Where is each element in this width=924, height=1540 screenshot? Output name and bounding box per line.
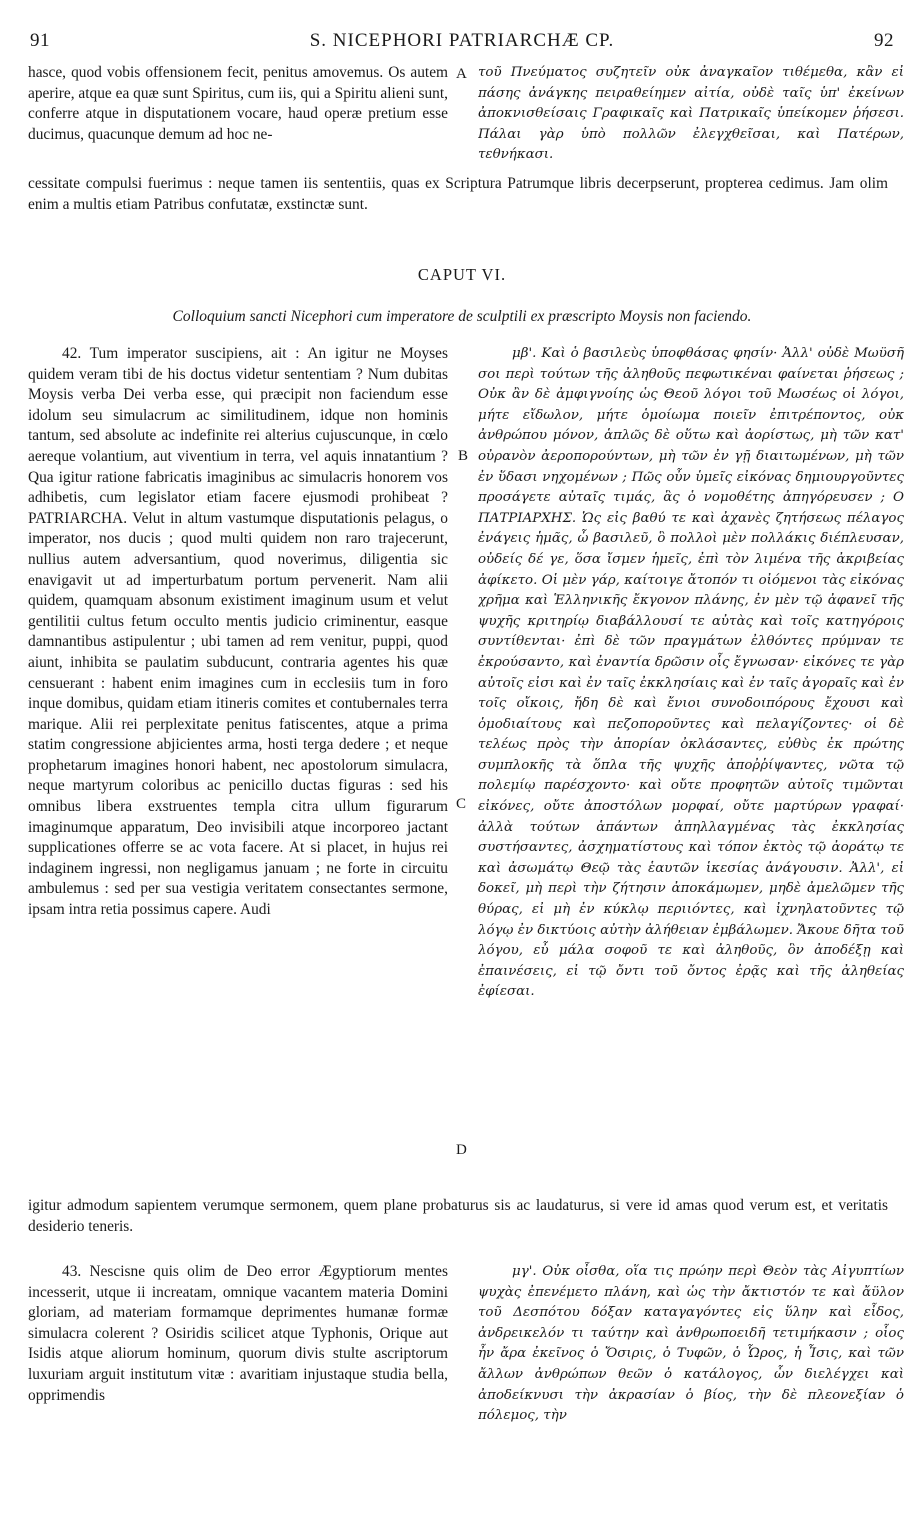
full-width-text-42: igitur admodum sapientem verumque sermonem, quem plane probaturus sis ac laudaturus, si vere id amas quod verum est, et veritatis desiderio teneris. <box>28 1197 888 1235</box>
running-header <box>30 30 894 56</box>
full-width-text-top: cessitate compulsi fuerimus : neque tamen iis sententiis, quas ex Scriptura Patrumque libris decerpserunt, propterea cedimus. Jam olim enim a multis etiam Patribus confutatæ, exstinctæ sunt. <box>28 175 888 213</box>
margin-letter-a: A <box>456 66 467 82</box>
page-number-left: 91 <box>30 30 50 51</box>
page-number-right: 92 <box>874 30 894 51</box>
chapter-title: CAPUT VI. <box>417 265 507 284</box>
latin-paragraph-42: 42. Tum imperator suscipiens, ait : An igitur ne Moyses quidem veram tibi de his doctus videtur sententiam ? Num dubitas Moysis verba Dei verba esse, qui præcipit non faciendum esse idolum seu simulacrum ac similitudinem, idque non hominis tantum, sed absolute ac indefinite rei alterius cujuscunque, in cœlo aereque volantium, aut viventium in terra, vel aquis innatantium ? Qua igitur ratione fabricatis imaginibus ac simulacris honorem vos adhibetis, cum legislator etiam facere ejusmodi prohibeat ? PATRIARCHA. Velut in altum vastumque disputationis pelagus, o imperator, nos ducis ; quod multi quidem non raro trajecerunt, nullius autem adversantium, quod noverimus, diligentia sic enavigavit ut ad imperturbatum portum pervenerit. Nam alii quidem, quamquam absonum existiment imaginum usum et velut gentilitii cultus fetum occulto mentis judicio criminentur, easque damnantibus astipulentur ; ubi tamen ad rem venitur, puppi, quod aiunt, inhibita se paulatim subducunt, contraria agentes his quæ censuerant : habent enim imagines cum in ecclesiis tum in foro inque domibus, quidam etiam itineris comites et contubernales terra marique. Alii rei perplexitate penitus fatiscentes, atque a prima statim congressione abjicientes arma, hosti terga dedere ; et neque prophetarum imagines honori habent, nec apostolorum simulacra, neque martyrum coloribus ac penicillo ductas figuras : sed his omnibus libera exstruentes templa citra ullum figurarum imaginumque apparatum, Deo invisibili atque incorporeo jactant supplicationes offerre se ac vota facere. At si placet, in hujus rei indaginem ingressi, non negligamus januam ; ne forte in circuitu ambulemus : sed per sua vestigia veritatem consectantes sermone, ipsam intra retia possimus capere. Audi <box>28 345 448 919</box>
greek-text-top: τοῦ Πνεύματος συζητεῖν οὐκ ἀναγκαῖον τιθέμεθα, κἂν εἰ πάσης ἀνάγκης πειραθείημεν αἰτία, οὐδὲ ταῖς ὑπ' ἐκείνων ἀποκνισθείσαις Γραφικαῖς καὶ Πατρικαῖς ὑπείκομεν ῥήσεσι. Πάλαι γὰρ ὑπὸ πολλῶν ἐλεγχθεῖσαι, καὶ Πατέρων, τεθνήκασι. <box>478 65 904 163</box>
latin-text-top: hasce, quod vobis offensionem fecit, penitus amovemus. Os autem aperire, atque ea quæ sunt Spiritus, cum iis, qui a Spiritu alieni sunt, conferre atque in disputationem vocare, haud operæ pretium esse ducimus, quacunque demum ad hoc ne- <box>28 64 448 143</box>
latin-column-top <box>28 63 448 171</box>
greek-column-42 <box>478 344 904 1268</box>
greek-paragraph-42: μβ'. Καὶ ὁ βασιλεὺς ὑποφθάσας φησίν· Ἀλλ' οὐδὲ Μωϋσῆ σοι περὶ τούτων τῆς ἀληθοῦς πεφωτικέναι φαίνεται ῥήσεως ; Οὐκ ἂν δὲ ἀμφιγνοίης ὡς Θεοῦ λόγοι τοῦ Μωσέως οἱ λόγοι, μήτε εἴδωλον, μήτε ὁμοίωμα ποιεῖν ἐπιτρέποντος, οὐκ ἀνθρώπου μόνον, ἁπλῶς δὲ οὕτω καὶ ἀορίστως, μὴ τῶν κατ' οὐρανὸν ἀεροπορούντων, μὴ τῶν ἐν γῇ διαιτωμένων, μὴ τῶν ἐν ὕδασι νηχομένων ; Πῶς οὖν ὑμεῖς εἰκόνας δημιουργοῦντες προσάγετε αὐταῖς τιμάς, ἃς ὁ νομοθέτης ἀπηγόρευσεν ; Ο ΠΑΤΡΙΑΡΧΗΣ. Ὡς εἰς βαθύ τε καὶ ἀχανὲς ζητήσεως πέλαγος ἐνάγεις ἡμᾶς, ὦ βασιλεῦ, ὃ πολλοὶ μὲν πολλάκις διέπλευσαν, οὐδείς δέ γε, ὅσα ἴσμεν ἡμεῖς, ἐπὶ τὸν λιμένα τῆς ἀκριβείας ἀφίκετο. Οἱ μὲν γάρ, καίτοιγε ἄτοπόν τι οἰόμενοι τὰς εἰκόνας χρῆμα καὶ Ἑλληνικῆς ἔκγονον πλάνης, ἐν μὲν τῷ ἀφανεῖ τῆς ψυχῆς κριτηρίῳ διαβάλλουσί τε αὐτὰς καὶ τοῖς κατηγόροις συντίθενται· ἐπὶ δὲ τῶν πραγμάτων ἐλθόντες πρύμναν τε ἐκρούσαντο, καὶ ἐναντία δρῶσιν οἷς ἔγνωσαν· εἰκόνες τε γὰρ αὐτοῖς εἰσι καὶ ἐν ταῖς ἐκκλησίαις καὶ ἐν ταῖς ἀγοραῖς καὶ ἐν τοῖς οἴκοις, ἤδη δὲ καὶ ἔνιοι συνοδοιπόρους ἔχουσι καὶ ὁμοδιαίτους καὶ πεζοποροῦντες καὶ πελαγίζοντες· οἱ δὲ τελέως πρὸς τὴν ἀπορίαν ὀκλάσαντες, εὐθὺς ἐκ πρώτης συμπλοκῆς τὰ ὅπλα τῆς ψυχῆς ἀποῤῥίψαντες, νῶτα τῷ πολεμίῳ παρέσχοντο· καὶ οὔτε προφητῶν αὐτοῖς τιμῶνται εἰκόνες, οὔτε ἀποστόλων μορφαί, οὔτε μαρτύρων γραφαί· ἀλλὰ τούτων ἁπάντων ἀπηλλαγμένας τὰς ἐκκλησίας συστήσαντες, ἀσχηματίστους καὶ τόπον ἐκτὸς τῷ ἀοράτῳ τε καὶ ἀσωμάτῳ Θεῷ τὰς ἑαυτῶν ἱκεσίας ἀνάγουσιν. Ἀλλ', εἰ δοκεῖ, μὴ περὶ τὴν ζήτησιν ἀποκάμωμεν, μηδὲ ἀμελῶμεν τῆς θύρας, εἰ μὴ ἐν κύκλῳ περιιόντες, καὶ ἰχνηλατοῦντες τῷ λόγῳ ἐν δικτύοις αὐτὴν ἀλήθειαν ἐμβάλωμεν. Ἄκουε δῆτα τοῦ λόγου, εὖ μάλα σοφοῦ τε καὶ ἀληθοῦς, ὃν ἀποδέξῃ καὶ ἐπαινέσεις, εἰ τῷ ὄντι τοῦ ὄντος ἐρᾷς καὶ τῆς ἀληθείας ἐφίεσαι. <box>478 346 904 1000</box>
margin-letter-b: B <box>458 448 469 464</box>
margin-letter-d: D <box>456 1142 467 1158</box>
latin-column-42 <box>28 344 448 1268</box>
greek-column-top <box>478 63 904 171</box>
greek-paragraph-43: μγ'. Οὐκ οἶσθα, οἵα τις πρώην περὶ Θεὸν τὰς Αἰγυπτίων ψυχὰς ἐπενέμετο πλάνη, καὶ ὡς τὴν ἄκτιστόν τε καὶ ἄϋλον τοῦ Δεσπότου δόξαν καταγαγόντες εἰς ὕλην καὶ εἶδος, ἀνδρεικελόν τι ταύτην καὶ ἀνθρωποειδῆ τετιμήκασιν ; οἷος ἦν ἄρα ἐκεῖνος ὁ Ὄσιρις, ὁ Τυφῶν, ὁ Ὧρος, ἡ Ἶσις, καὶ τῶν ἄλλων ἀνθρώπων θεῶν ὁ κατάλογος, ὧν διελέγχει καὶ ἀποδείκνυσι τὴν ἀκρασίαν ὁ βίος, τὴν δὲ πλεονεξίαν ὁ πόλεμος, τὴν <box>478 1264 904 1424</box>
latin-column-43 <box>28 1262 448 1492</box>
running-title: S. NICEPHORI PATRIARCHÆ CP. <box>309 30 615 51</box>
latin-paragraph-43: 43. Nescisne quis olim de Deo error Ægyptiorum mentes incesserit, utque ii increatam, omnique vacantem materia Domini gloriam, ad materiam formamque deprimentes humanæ formæ simulacra colerent ? Osiridis scilicet atque Typhonis, Orique aut Isidis atque aliorum hominum, quorum divis stulte ascriptorum luxuriam arguit institutum vitæ : avaritiam injustaque studia bella, opprimendis <box>28 1263 448 1404</box>
greek-column-43 <box>478 1262 904 1492</box>
chapter-subtitle: Colloquium sancti Nicephori cum imperatore de sculptili ex præscripto Moysis non faciendo. <box>172 308 752 325</box>
margin-letter-c: C <box>456 796 467 812</box>
